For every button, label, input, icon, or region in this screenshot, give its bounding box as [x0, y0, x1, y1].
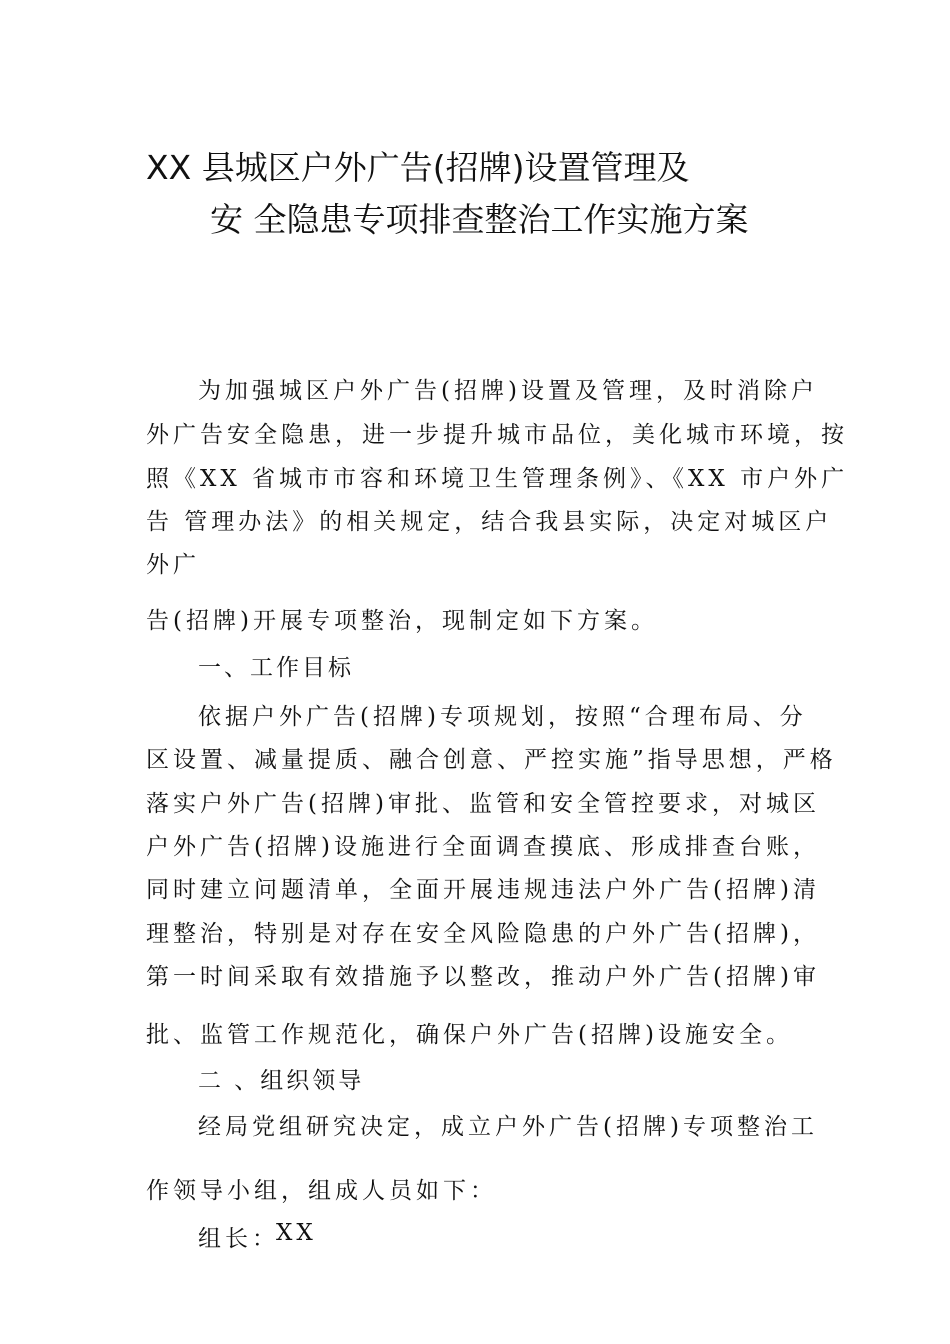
section-1-line-3: 落实户外广告(招牌)审批、监管和安全管控要求，对城区 — [146, 791, 820, 817]
leader-value: XX — [276, 1220, 317, 1246]
intro-line-1: 为加强城区户外广告(招牌)设置及管理，及时消除户 — [198, 378, 818, 404]
intro-line-3: 照《XX 省城市市容和环境卫生管理条例》、《XX 市户外广 — [146, 466, 849, 492]
section-2-line-1: 经局党组研究决定，成立户外广告(招牌)专项整治工 — [198, 1114, 818, 1140]
section-1-line-4: 户外广告(招牌)设施进行全面调查摸底、形成排查台账， — [146, 834, 820, 860]
section-1-line-1: 依据户外广告(招牌)专项规划，按照“合理布局、分 — [198, 704, 807, 730]
leader-label: 组长： — [198, 1226, 279, 1252]
document-title-line-2: 安 全隐患专项排查整治工作实施方案 — [210, 200, 749, 239]
section-1-heading: 一、工作目标 — [198, 655, 354, 681]
section-1-line-5: 同时建立问题清单，全面开展违规违法户外广告(招牌)清 — [146, 877, 820, 903]
section-1-line-6: 理整治，特别是对存在安全风险隐患的户外广告(招牌)， — [146, 921, 820, 947]
section-1-line-7: 第一时间采取有效措施予以整改，推动户外广告(招牌)审 — [146, 964, 820, 990]
intro-line-2: 外广告安全隐患，进一步提升城市品位，美化城市环境，按 — [146, 422, 848, 448]
section-1-line-2: 区设置、减量提质、融合创意、严控实施”指导思想，严格 — [146, 747, 837, 773]
intro-line-5: 外广 — [146, 552, 200, 578]
section-1-line-8: 批、监管工作规范化，确保户外广告(招牌)设施安全。 — [146, 1022, 793, 1048]
section-2-heading: 二 、组织领导 — [198, 1068, 365, 1094]
section-2-line-2: 作领导小组，组成人员如下： — [146, 1178, 497, 1204]
intro-line-4: 告 管理办法》的相关规定，结合我县实际，决定对城区户 — [146, 509, 833, 535]
intro-line-6: 告(招牌)开展专项整治，现制定如下方案。 — [146, 608, 658, 634]
document-title-line-1: XX 县城区户外广告(招牌)设置管理及 — [146, 148, 690, 187]
